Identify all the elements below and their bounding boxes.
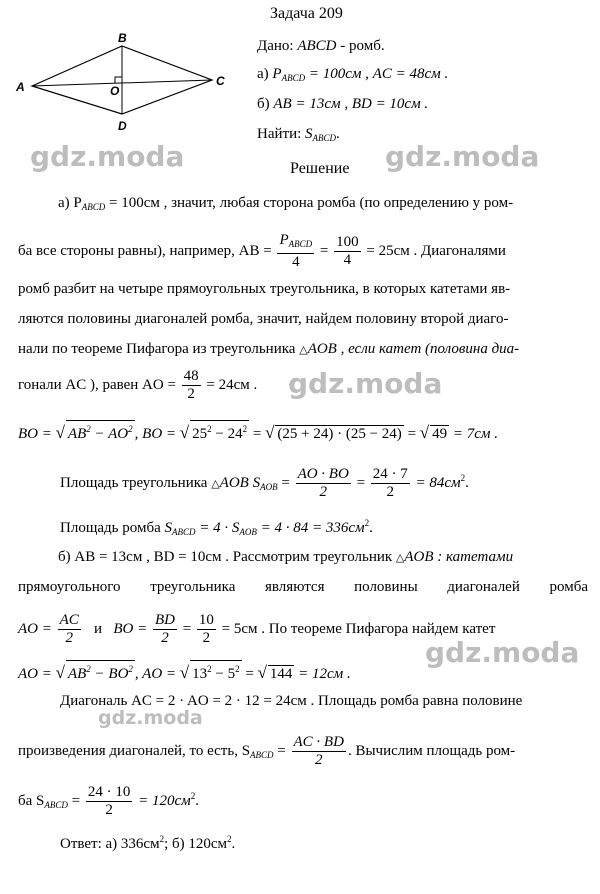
text-fragment: = 24см . xyxy=(206,376,258,393)
triangle-icon: △ xyxy=(395,552,405,564)
fraction xyxy=(197,612,216,647)
part-b-line-3 xyxy=(18,612,588,647)
subscript: AOB xyxy=(239,527,257,537)
text-fragment: нали по теореме Пифагора из треугольника xyxy=(18,341,296,357)
superscript: 2 xyxy=(364,518,370,528)
given-type: - ромб. xyxy=(340,38,385,54)
text-fragment: AB xyxy=(67,666,87,682)
denominator: 2 xyxy=(65,630,73,646)
fraction xyxy=(153,612,177,647)
subscript: ABCD xyxy=(172,527,196,537)
numerator: 10 xyxy=(198,612,214,628)
subscript: ABCD xyxy=(288,239,313,249)
text-fragment: − 24 xyxy=(211,426,243,442)
text-fragment: , BO = xyxy=(134,426,177,442)
text-fragment: = 120см xyxy=(138,792,191,809)
part-a-line-2 xyxy=(18,232,588,271)
part-b-line-6 xyxy=(18,734,588,769)
text-fragment: = xyxy=(241,666,254,682)
part-b-line-5: Диагональ AC = 2 · AO = 2 · 12 = 24см . Площадь ромба равна половине xyxy=(60,693,523,709)
superscript: 2 xyxy=(460,472,466,483)
part-a-line-5 xyxy=(18,338,588,361)
given-a-sub: ABCD xyxy=(281,73,306,83)
subscript: ABCD xyxy=(250,749,274,760)
text-fragment: BO = xyxy=(113,620,148,637)
superscript: 2 xyxy=(242,424,248,434)
text-fragment: S xyxy=(252,474,261,491)
solution-heading: Решение xyxy=(290,160,350,177)
superscript: 2 xyxy=(227,834,232,844)
text-fragment: = xyxy=(403,426,417,442)
given-a xyxy=(257,66,448,83)
numerator: P xyxy=(279,232,289,248)
numerator: 24 · 10 xyxy=(87,784,131,800)
rhombus-diagram xyxy=(10,30,240,150)
denominator: 2 xyxy=(319,484,327,500)
radicand xyxy=(66,660,135,683)
answer-text: . xyxy=(231,836,236,852)
denominator: 2 xyxy=(187,386,195,402)
given-b-marker: б) xyxy=(257,96,270,112)
vertex-label-a: A xyxy=(16,80,25,94)
denominator: 4 xyxy=(343,252,352,268)
sqrt-icon: √ xyxy=(265,423,275,442)
text-fragment: = 4 · 84 = 336см xyxy=(260,520,365,536)
denominator: 2 xyxy=(105,802,113,818)
find-line xyxy=(257,126,340,143)
fraction xyxy=(58,612,81,647)
text-fragment: AB xyxy=(67,426,87,442)
text-fragment: AO = xyxy=(18,666,52,682)
numerator: 24 · 7 xyxy=(372,466,408,482)
superscript: 2 xyxy=(207,664,212,674)
find-label: Найти: xyxy=(257,126,302,142)
part-b-line-1 xyxy=(58,546,584,569)
text-fragment: . Вычислим площадь ром- xyxy=(347,742,516,759)
fraction xyxy=(277,232,314,271)
watermark-3: gdz.moda xyxy=(288,367,443,400)
superscript: 2 xyxy=(86,664,91,674)
vertex-label-o: O xyxy=(110,84,120,98)
numerator: AC xyxy=(59,612,79,628)
vertex-label-c: C xyxy=(216,74,225,88)
radicand xyxy=(190,420,249,443)
watermark-5: gdz.moda xyxy=(98,707,203,729)
given-intro: Дано: xyxy=(257,38,294,54)
text-fragment: − 5 xyxy=(211,666,236,682)
text-fragment: = 12см . xyxy=(294,666,351,682)
sqrt-icon: √ xyxy=(419,423,430,442)
triangle-icon: △ xyxy=(299,344,308,356)
text-fragment: б) AB = 13см , BD = 10см . Рассмотрим треугольник xyxy=(58,549,393,565)
sqrt-icon: √ xyxy=(179,663,190,682)
text-fragment: 25 xyxy=(192,426,208,442)
radicand xyxy=(66,420,135,443)
area-rhombus-line: Площадь ромба $S_{ABCD} = 4 \cdot S_{AOB} = 4 \cdot 84 = 336см^2$. xyxy=(60,518,373,537)
denominator: 2 xyxy=(314,752,323,768)
page-title: Задача 209 xyxy=(270,5,343,22)
triangle-icon: △ xyxy=(211,477,220,490)
text-fragment: ба все стороны равны), например, AB = xyxy=(18,242,272,259)
watermark-4: gdz.moda xyxy=(425,636,580,669)
text-fragment: 13 xyxy=(192,666,208,682)
sqrt-icon: √ xyxy=(179,423,190,442)
part-a-line-7 xyxy=(18,420,588,445)
vertex-label-b: B xyxy=(118,31,127,45)
answer-line xyxy=(60,828,600,855)
text-fragment: − AO xyxy=(90,426,129,442)
text-fragment: = 5см . По теореме Пифагора найдем катет xyxy=(221,620,496,637)
text-fragment: = xyxy=(182,620,192,637)
denominator: 2 xyxy=(161,630,169,646)
find-end: . xyxy=(336,126,340,142)
given-a-p: P xyxy=(272,66,282,82)
superscript: 2 xyxy=(207,424,212,434)
given-a-marker: а) xyxy=(257,66,269,82)
text-fragment: BO = xyxy=(18,426,52,442)
part-a-line-4: ляются половины диагоналей ромба, значит, найдем половину второй диаго- xyxy=(18,311,509,327)
part-a-line-1 xyxy=(58,192,584,218)
text-fragment: произведения диагоналей, то есть, S xyxy=(18,742,251,759)
text-fragment: и xyxy=(94,620,103,637)
superscript: 2 xyxy=(86,424,91,434)
sqrt-icon: √ xyxy=(257,663,267,682)
denominator: 2 xyxy=(202,630,211,646)
text-fragment: = xyxy=(67,792,81,809)
radicand: 49 xyxy=(432,426,448,442)
part-a-line-3: ромб разбит на четыре прямоугольных треугольника, в которых катетами яв- xyxy=(18,281,511,297)
fraction xyxy=(334,234,361,269)
right-angle-mark xyxy=(115,77,122,83)
sqrt-icon: √ xyxy=(55,423,65,442)
fraction xyxy=(371,466,410,501)
text-fragment: = xyxy=(249,426,262,442)
subscript: AOB xyxy=(260,481,278,492)
watermark-2: gdz.moda xyxy=(385,140,540,173)
numerator: AC · BD xyxy=(293,734,344,750)
given-b xyxy=(257,96,428,113)
given-figure: ABCD xyxy=(297,38,337,54)
fraction xyxy=(292,734,346,769)
text-fragment: = 7см . xyxy=(449,426,498,442)
numerator: 48 xyxy=(183,368,199,384)
text-fragment: = 84см xyxy=(415,474,461,491)
superscript: 2 xyxy=(235,664,240,674)
given-a-rest: = 100см , AC = 48см . xyxy=(308,66,449,82)
numerator: AO · BO xyxy=(297,466,349,482)
fraction xyxy=(86,784,133,819)
text-fragment: = xyxy=(273,742,286,759)
text-fragment: = 100см , значит, любая сторона ромба (по определению у ром- xyxy=(105,195,514,211)
superscript: 2 xyxy=(190,790,196,801)
text-fragment: гонали AC ), равен AO = xyxy=(18,376,176,393)
sqrt-icon: √ xyxy=(55,663,65,682)
text-fragment: AOB xyxy=(219,474,249,491)
text-fragment: а) P xyxy=(58,195,82,211)
text-fragment: = 4 · S xyxy=(199,520,240,536)
text-fragment: AOB : катетами xyxy=(404,549,514,565)
part-b-line-2: прямоугольного треугольника являются половины диагоналей ромба xyxy=(18,579,588,595)
subscript: ABCD xyxy=(44,799,68,810)
find-sub: ABCD xyxy=(312,133,337,143)
text-fragment: = xyxy=(319,242,329,259)
superscript: 2 xyxy=(128,664,133,674)
part-b-line-4 xyxy=(18,660,588,685)
area-triangle-line: Площадь треугольника △AOB $S_{AOB}$ = $\frac{AO \cdot BO}{2}$ = $\frac{24 \cdot 7}{2}$ = $84см^2$. xyxy=(60,466,469,500)
text-fragment: Площадь ромба xyxy=(60,520,161,536)
answer-text: ; б) 120см xyxy=(164,836,228,852)
fraction xyxy=(296,466,351,501)
given-line xyxy=(257,38,385,55)
superscript: 2 xyxy=(159,834,165,844)
denominator: 4 xyxy=(292,254,300,270)
text-fragment: ба S xyxy=(18,792,45,809)
find-value: S xyxy=(305,126,313,142)
subscript: ABCD xyxy=(81,202,106,212)
superscript: 2 xyxy=(128,424,133,434)
vertex-label-d: D xyxy=(118,119,127,133)
numerator: 100 xyxy=(336,234,359,250)
part-a-line-6 xyxy=(18,368,588,403)
text-fragment: AOB , если катет (половина диа- xyxy=(307,341,520,357)
radicand xyxy=(190,660,241,683)
text-fragment: S xyxy=(164,520,172,536)
text-fragment: − BO xyxy=(90,666,129,682)
fraction xyxy=(182,368,201,403)
text-fragment: , AO = xyxy=(134,666,177,682)
text-fragment: AO = xyxy=(18,620,52,637)
text-fragment: = 25см . Диагоналями xyxy=(366,242,506,259)
answer-text: Ответ: а) 336см xyxy=(60,836,160,852)
part-b-line-7: ба $S_{ABCD}$ = $\frac{24 \cdot 10}{2}$ = $120см^2$. xyxy=(18,784,199,818)
denominator: 2 xyxy=(386,484,395,500)
text-fragment: Площадь треугольника xyxy=(60,474,208,491)
watermark-1: gdz.moda xyxy=(30,140,185,173)
numerator: BD xyxy=(154,612,175,628)
given-b-text: AB = 13см , BD = 10см . xyxy=(273,96,429,112)
radicand: (25 + 24) · (25 − 24) xyxy=(277,426,402,442)
radicand: 144 xyxy=(269,666,293,682)
